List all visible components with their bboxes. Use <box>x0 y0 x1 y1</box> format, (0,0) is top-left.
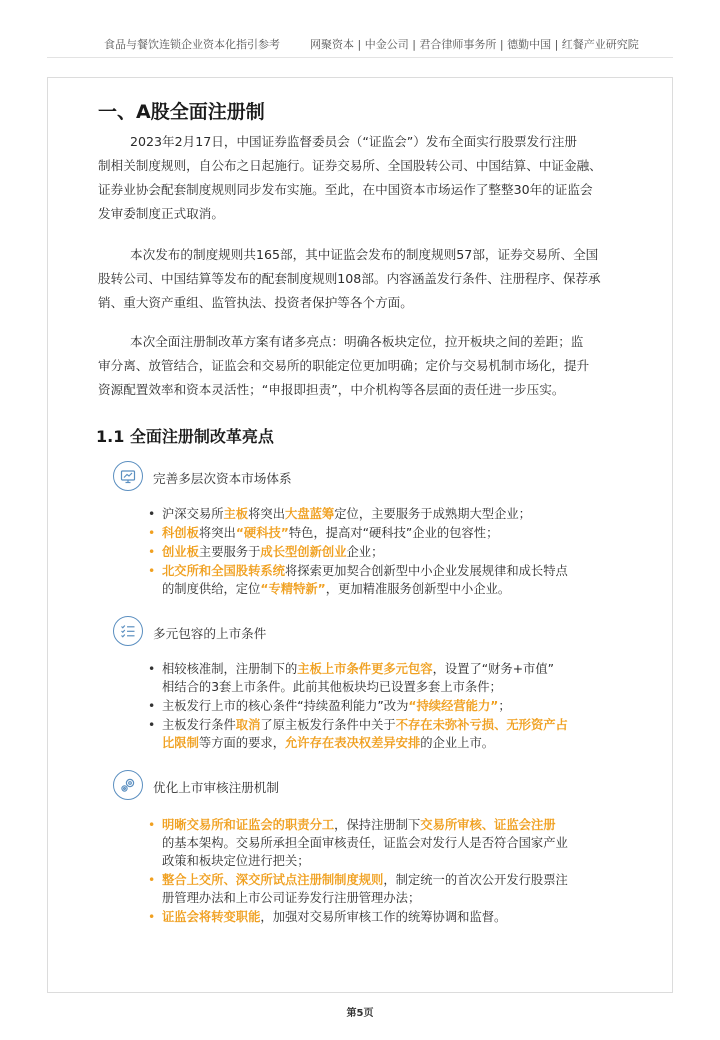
paragraph-line: 制相关制度规则，自公布之日起施行。证券交易所、全国股转公司、中国结算、中证金融、 <box>98 158 602 173</box>
paragraph-line: 本次发布的制度规则共165部，其中证监会发布的制度规则57部，证券交易所、全国 <box>130 247 599 262</box>
paragraph-line: 销、重大资产重组、监管执法、投资者保护等各个方面。 <box>98 295 413 310</box>
paragraph-line: 审分离、放管结合，证监会和交易所的职能定位更加明确；定价与交易机制市场化，提升 <box>98 358 590 373</box>
paragraph-line: 2023年2月17日，中国证券监督委员会（“证监会”）发布全面实行股票发行注册 <box>130 134 577 149</box>
group-title: 优化上市审核注册机制 <box>153 780 279 795</box>
header-document-title: 食品与餐饮连锁企业资本化指引参考 <box>104 38 280 51</box>
subsection-title: 1.1 全面注册制改革亮点 <box>96 427 274 446</box>
list-item: • 整合上交所、深交所试点注册制制度规则，制定统一的首次公开发行股票注 册管理办法和上市公司证券发行注册管理办法； <box>146 871 626 907</box>
paragraph-announcement <box>98 130 628 226</box>
paragraph-rules-count <box>98 243 628 315</box>
header-publishers: 网聚资本 | 中金公司 | 君合律师事务所 | 德勤中国 | 红餐产业研究院 <box>310 38 639 51</box>
paragraph-line: 证券业协会配套制度规则同步发布实施。至此，在中国资本市场运作了整整30年的证监会 <box>98 182 593 197</box>
bullet-list-conditions <box>146 660 626 753</box>
section-title: 一、A股全面注册制 <box>98 101 265 123</box>
paragraph-line: 股转公司、中国结算等发布的配套制度规则108部。内容涵盖发行条件、注册程序、保荐承 <box>98 271 601 286</box>
bullet-list-market <box>146 505 626 599</box>
list-item: • 主板发行条件取消了原主板发行条件中关于不存在未弥补亏损、无形资产占 比限制等方面的要求，允许存在表决权差异安排的企业上市。 <box>146 716 626 752</box>
list-item: • 沪深交易所主板将突出大盘蓝筹定位，主要服务于成熟期大型企业； <box>146 505 626 523</box>
gears-icon <box>113 770 143 800</box>
group-title: 多元包容的上市条件 <box>153 626 267 641</box>
paragraph-highlights <box>98 330 628 402</box>
bullet-list-review <box>146 816 626 927</box>
checklist-icon <box>113 616 143 646</box>
list-item: • 创业板主要服务于成长型创新创业企业； <box>146 543 626 561</box>
paragraph-line: 本次全面注册制改革方案有诸多亮点：明确各板块定位，拉开板块之间的差距；监 <box>130 334 584 349</box>
group-title: 完善多层次资本市场体系 <box>153 471 292 486</box>
list-item: • 明晰交易所和证监会的职责分工，保持注册制下交易所审核、证监会注册 的基本架构。交易所承担全面审核责任，证监会对发行人是否符合国家产业 政策和板块定位进行把关； <box>146 816 626 870</box>
list-item: • 主板发行上市的核心条件“持续盈利能力”改为“持续经营能力”； <box>146 697 626 715</box>
list-item: • 北交所和全国股转系统将探索更加契合创新型中小企业发展规律和成长特点 的制度供给，定位“专精特新”，更加精准服务创新型中小企业。 <box>146 562 626 598</box>
chart-board-icon <box>113 461 143 491</box>
list-item: • 科创板将突出“硬科技”特色，提高对“硬科技”企业的包容性； <box>146 524 626 542</box>
list-item: • 证监会将转变职能，加强对交易所审核工作的统筹协调和监督。 <box>146 908 626 926</box>
list-item: • 相较核准制，注册制下的主板上市条件更多元包容，设置了“财务+市值” 相结合的3套上市条件。此前其他板块均已设置多套上市条件； <box>146 660 626 696</box>
running-header <box>0 36 720 52</box>
page-number: 第5页 <box>346 1008 374 1019</box>
paragraph-line: 资源配置效率和资本灵活性；“申报即担责”，中介机构等各层面的责任进一步压实。 <box>98 382 565 397</box>
paragraph-line: 发审委制度正式取消。 <box>98 206 224 221</box>
header-divider <box>47 57 673 58</box>
